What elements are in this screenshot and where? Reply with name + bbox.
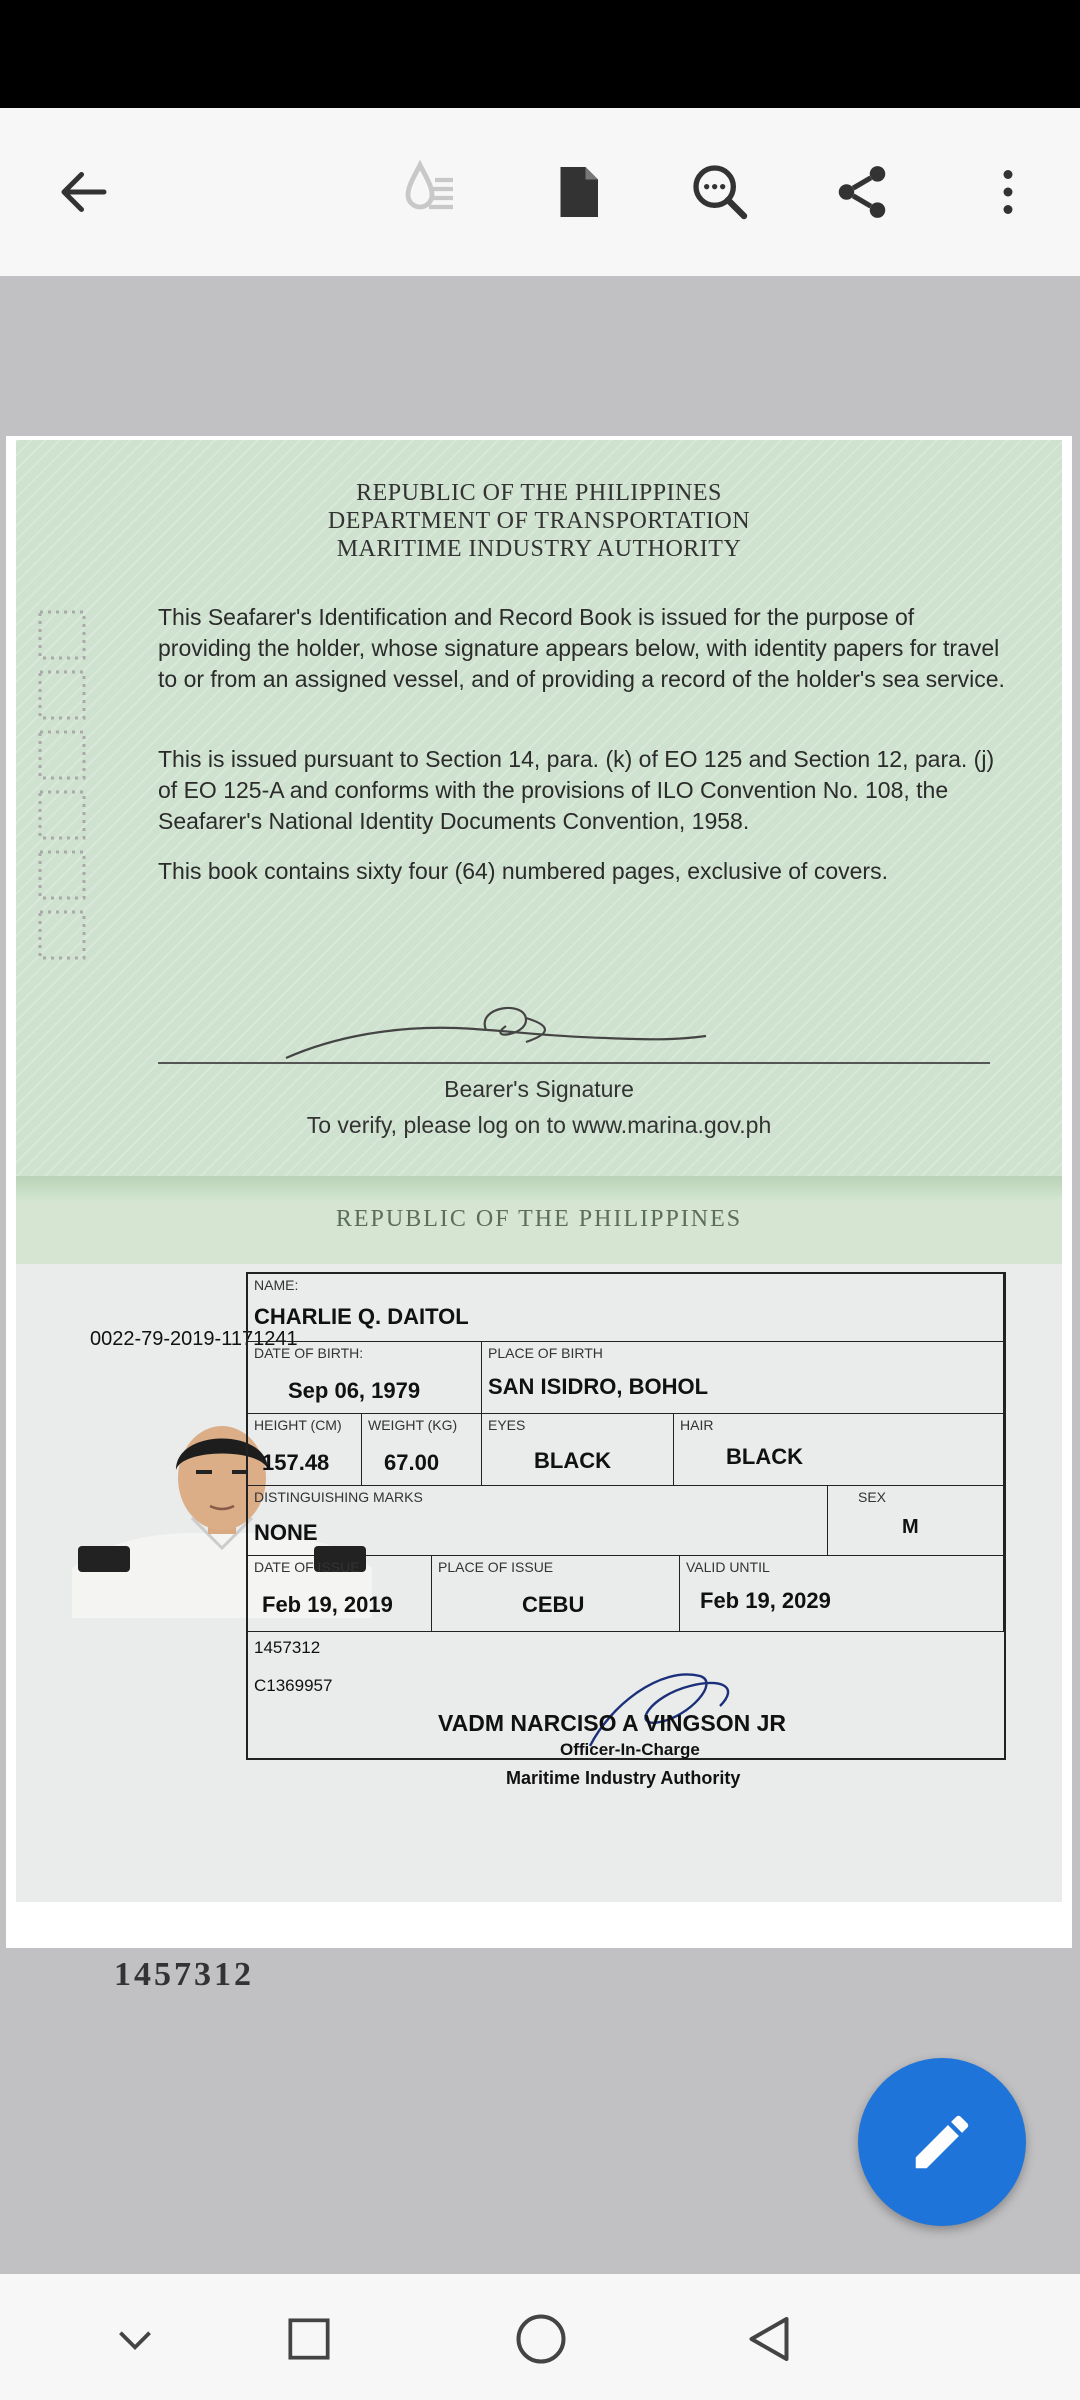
header-line-3: MARITIME INDUSTRY AUTHORITY (336, 536, 742, 562)
pob-value: SAN ISIDRO, BOHOL (488, 1374, 709, 1399)
system-nav-bar (0, 2274, 1080, 2400)
purpose-paragraph: This Seafarer's Identification and Record Book is issued for the purpose of providing the holder, whose signature appears below, with identity papers for travel to or from an assigned vessel, and of providing a record of the holder's sea service. (158, 604, 1005, 692)
square-recents-icon (281, 2311, 337, 2367)
marks-value: NONE (254, 1520, 318, 1545)
officer-name: VADM NARCISO A VINGSON JR (438, 1710, 787, 1736)
doi-value: Feb 19, 2019 (262, 1592, 393, 1617)
triangle-back-icon (739, 2309, 799, 2369)
share-button[interactable] (822, 152, 902, 232)
id-number: 0022-79-2019-1171241 (90, 1328, 298, 1350)
perforated-serial-icon (34, 606, 94, 966)
share-icon (831, 161, 893, 223)
book-number: 1457312 (114, 1956, 254, 1993)
bearer-signature-label: Bearer's Signature (444, 1076, 634, 1102)
sex-value: M (902, 1516, 919, 1538)
hair-value: BLACK (726, 1444, 803, 1469)
doi-label: DATE OF ISSUE (254, 1559, 360, 1575)
ink-drop-button[interactable] (392, 152, 472, 232)
valid-until-value: Feb 19, 2029 (700, 1588, 831, 1613)
status-bar (0, 0, 1080, 108)
more-vert-icon (978, 162, 1038, 222)
officer-org: Maritime Industry Authority (506, 1768, 741, 1788)
reference-number-2: C1369957 (254, 1676, 333, 1695)
sex-label: SEX (858, 1489, 887, 1505)
lower-page-title: REPUBLIC OF THE PHILIPPINES (335, 1206, 743, 1232)
bearer-signature (276, 996, 716, 1066)
header-line-1: REPUBLIC OF THE PHILIPPINES (356, 480, 722, 506)
height-value: 157.48 (262, 1450, 330, 1475)
pencil-icon (907, 2107, 977, 2177)
poi-label: PLACE OF ISSUE (438, 1559, 554, 1575)
name-label: NAME: (254, 1277, 299, 1293)
officer-title: Officer-In-Charge (560, 1740, 700, 1759)
document-button[interactable] (538, 152, 618, 232)
nav-hide-button[interactable] (100, 2304, 170, 2374)
pages-paragraph: This book contains sixty four (64) numbered pages, exclusive of covers. (158, 858, 888, 884)
weight-value: 67.00 (384, 1450, 440, 1475)
marks-label: DISTINGUISHING MARKS (254, 1489, 423, 1505)
header-line-2: DEPARTMENT OF TRANSPORTATION (327, 508, 751, 534)
arrow-left-icon (54, 162, 114, 222)
more-options-button[interactable] (968, 152, 1048, 232)
search-zoom-icon (688, 160, 752, 224)
poi-value: CEBU (522, 1592, 585, 1617)
weight-label: WEIGHT (KG) (368, 1417, 458, 1433)
personal-data-box (246, 1272, 1006, 1788)
book-fold (16, 1176, 1062, 1202)
height-label: HEIGHT (CM) (254, 1417, 342, 1433)
verify-text: To verify, please log on to www.marina.gov.ph (306, 1112, 772, 1138)
signature-line (158, 1062, 990, 1064)
hair-label: HAIR (680, 1417, 714, 1433)
valid-until-label: VALID UNTIL (686, 1559, 770, 1575)
document-page (6, 436, 1072, 1993)
eyes-value: BLACK (534, 1448, 611, 1473)
circle-home-icon (511, 2309, 571, 2369)
nav-home-button[interactable] (506, 2304, 576, 2374)
edit-fab-button[interactable] (858, 2058, 1026, 2226)
nav-recents-button[interactable] (274, 2304, 344, 2374)
ink-drop-icon (396, 156, 468, 228)
search-button[interactable] (680, 152, 760, 232)
nav-back-button[interactable] (734, 2304, 804, 2374)
chevron-down-icon (110, 2314, 160, 2364)
top-toolbar (0, 108, 1080, 276)
name-value: CHARLIE Q. DAITOL (254, 1304, 469, 1329)
reference-number-1: 1457312 (254, 1638, 321, 1657)
dob-value: Sep 06, 1979 (288, 1378, 421, 1403)
back-button[interactable] (44, 152, 124, 232)
dob-label: DATE OF BIRTH: (254, 1345, 364, 1361)
pob-label: PLACE OF BIRTH (488, 1345, 603, 1361)
document-viewer[interactable] (0, 276, 1080, 2274)
legal-basis-paragraph: This is issued pursuant to Section 14, para. (k) of EO 125 and Section 12, para. (j) of EO 125-A and conforms with the provisions of ILO Convention No. 108, the Seafarer's National Identity Documents Convention, 1958. (158, 746, 995, 834)
eyes-label: EYES (488, 1417, 526, 1433)
document-icon (548, 162, 608, 222)
